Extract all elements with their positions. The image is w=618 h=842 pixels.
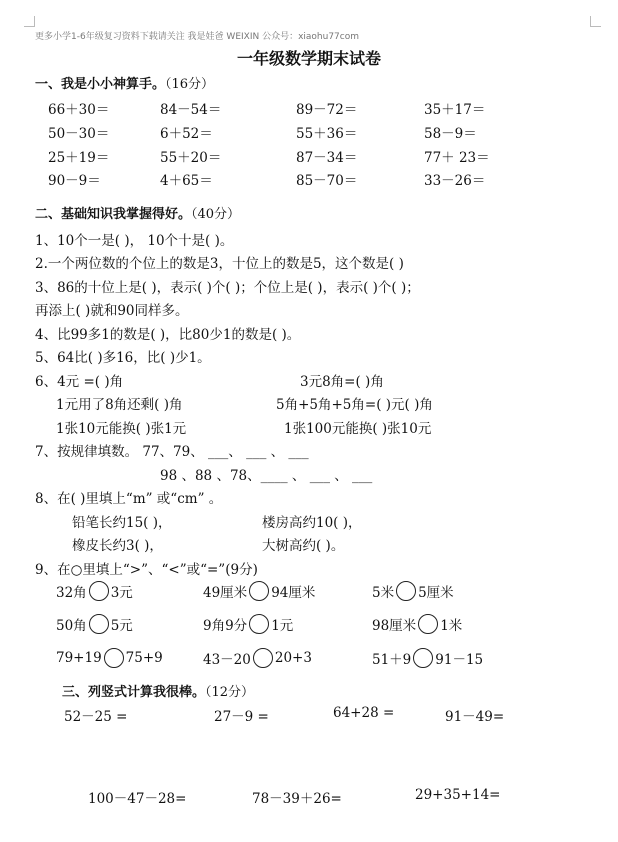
comparison-item [372, 614, 462, 634]
section-2-heading [35, 203, 240, 222]
question-6b: 3元8角=( )角 [300, 374, 384, 390]
question-8b: 楼房高约10( )， [262, 515, 362, 531]
answer-circle[interactable] [89, 614, 109, 634]
question-6c: 1元用了8角还剩( )角 [56, 397, 183, 413]
section-2-label: 二、基础知识我掌握得好。 [35, 207, 192, 222]
comparison-right: 5厘米 [418, 585, 454, 601]
mental-math-item: 90－9＝ [48, 173, 101, 189]
answer-circle[interactable] [418, 614, 438, 634]
mental-math-item: 55＋20＝ [160, 150, 222, 166]
answer-circle[interactable] [413, 648, 433, 668]
comparison-right: 20+3 [274, 650, 312, 666]
section-3-label: 三、列竖式计算我很棒。 [62, 685, 206, 700]
question-3a: 3、86的十位上是( )，表示( )个( )；个位上是( )，表示( )个( )； [35, 280, 420, 296]
corner-mark-top-right [590, 16, 601, 27]
section-1-heading [35, 73, 214, 92]
comparison-right: 94厘米 [271, 585, 316, 601]
answer-circle[interactable] [249, 614, 269, 634]
mental-math-item: 58－9＝ [424, 126, 477, 142]
comparison-item [203, 614, 293, 634]
mental-math-item: 84－54＝ [160, 102, 222, 118]
mental-math-item: 66＋30＝ [48, 102, 110, 118]
comparison-item [56, 614, 133, 634]
section-2-points: （40分） [191, 207, 241, 222]
mental-math-item: 85－70＝ [296, 173, 358, 189]
question-6d: 5角+5角+5角=( )元( )角 [276, 397, 433, 413]
vertical-calc-item: 52－25 = [64, 709, 128, 725]
question-7b: 98 、88 、78、____ 、 ___ 、 ___ [160, 468, 373, 484]
answer-circle[interactable] [104, 648, 124, 668]
mental-math-item: 87－34＝ [296, 150, 358, 166]
comparison-left: 50角 [56, 618, 87, 634]
comparison-right: 1元 [271, 618, 294, 634]
comparison-item [203, 648, 312, 668]
vertical-calc-item: 91－49= [445, 709, 505, 725]
comparison-item [56, 648, 163, 668]
vertical-calc-item: 29+35+14= [415, 787, 501, 803]
question-4: 4、比99多1的数是( )，比80少1的数是( )。 [35, 327, 301, 343]
question-8: 8、在( )里填上“m” 或“cm” 。 [35, 491, 223, 507]
comparison-left: 79+19 [56, 650, 102, 666]
question-9: 9、在○里填上“>”、“<”或“=”(9分) [35, 562, 258, 578]
question-8a: 铅笔长约15( )， [72, 515, 172, 531]
comparison-left: 32角 [56, 585, 87, 601]
question-8d: 大树高约( )。 [262, 538, 345, 554]
mental-math-item: 25＋19＝ [48, 150, 110, 166]
mental-math-item: 50－30＝ [48, 126, 110, 142]
comparison-left: 43－20 [203, 652, 251, 668]
comparison-item [372, 648, 483, 668]
mental-math-item: 77＋ 23＝ [424, 150, 490, 166]
answer-circle[interactable] [89, 581, 109, 601]
section-3-heading [62, 681, 254, 700]
section-1-points: （16分） [165, 77, 215, 92]
vertical-calc-item: 64+28 = [333, 705, 395, 721]
header-note: 更多小学1-6年级复习资料下载请关注 我是娃爸 WEIXIN 公众号：xiaohu77com [35, 32, 360, 42]
answer-circle[interactable] [249, 581, 269, 601]
question-6e: 1张10元能换( )张1元 [56, 421, 187, 437]
page-title: 一年级数学期末试卷 [236, 49, 381, 68]
comparison-right: 5元 [110, 618, 133, 634]
answer-circle[interactable] [396, 581, 416, 601]
question-3b: 再添上( )就和90同样多。 [35, 303, 189, 319]
comparison-right: 91－15 [435, 652, 484, 668]
comparison-item [372, 581, 454, 601]
comparison-right: 75+9 [125, 650, 163, 666]
question-6a: 6、4元 =( )角 [35, 374, 124, 390]
question-5: 5、64比( )多16，比( )少1。 [35, 350, 211, 366]
comparison-left: 98厘米 [372, 618, 417, 634]
mental-math-item: 55＋36＝ [296, 126, 358, 142]
comparison-left: 9角9分 [203, 618, 248, 634]
question-2: 2.一个两位数的个位上的数是3，十位上的数是5，这个数是( ) [35, 256, 404, 272]
question-6f: 1张100元能换( )张10元 [284, 421, 432, 437]
mental-math-item: 89－72＝ [296, 102, 358, 118]
vertical-calc-item: 100－47－28= [88, 791, 187, 807]
comparison-item [56, 581, 133, 601]
question-8c: 橡皮长约3( )， [72, 538, 163, 554]
mental-math-item: 6＋52＝ [160, 126, 213, 142]
mental-math-item: 35＋17＝ [424, 102, 486, 118]
mental-math-item: 33－26＝ [424, 173, 486, 189]
section-1-label: 一、我是小小神算手。 [35, 77, 166, 92]
corner-mark-top-left [24, 16, 35, 27]
comparison-right: 1米 [440, 618, 463, 634]
comparison-left: 5米 [372, 585, 395, 601]
mental-math-item: 4＋65＝ [160, 173, 213, 189]
vertical-calc-item: 78－39＋26= [252, 791, 342, 807]
comparison-left: 49厘米 [203, 585, 248, 601]
section-3-points: （12分） [205, 685, 255, 700]
question-7a: 7、按规律填数。 77、79、 ___、 ___ 、 ___ [35, 444, 309, 460]
comparison-right: 3元 [110, 585, 133, 601]
answer-circle[interactable] [253, 648, 273, 668]
vertical-calc-item: 27－9 = [214, 709, 269, 725]
comparison-left: 51＋9 [372, 652, 412, 668]
comparison-item [203, 581, 315, 601]
question-1: 1、10个一是( )， 10个十是( )。 [35, 233, 234, 249]
